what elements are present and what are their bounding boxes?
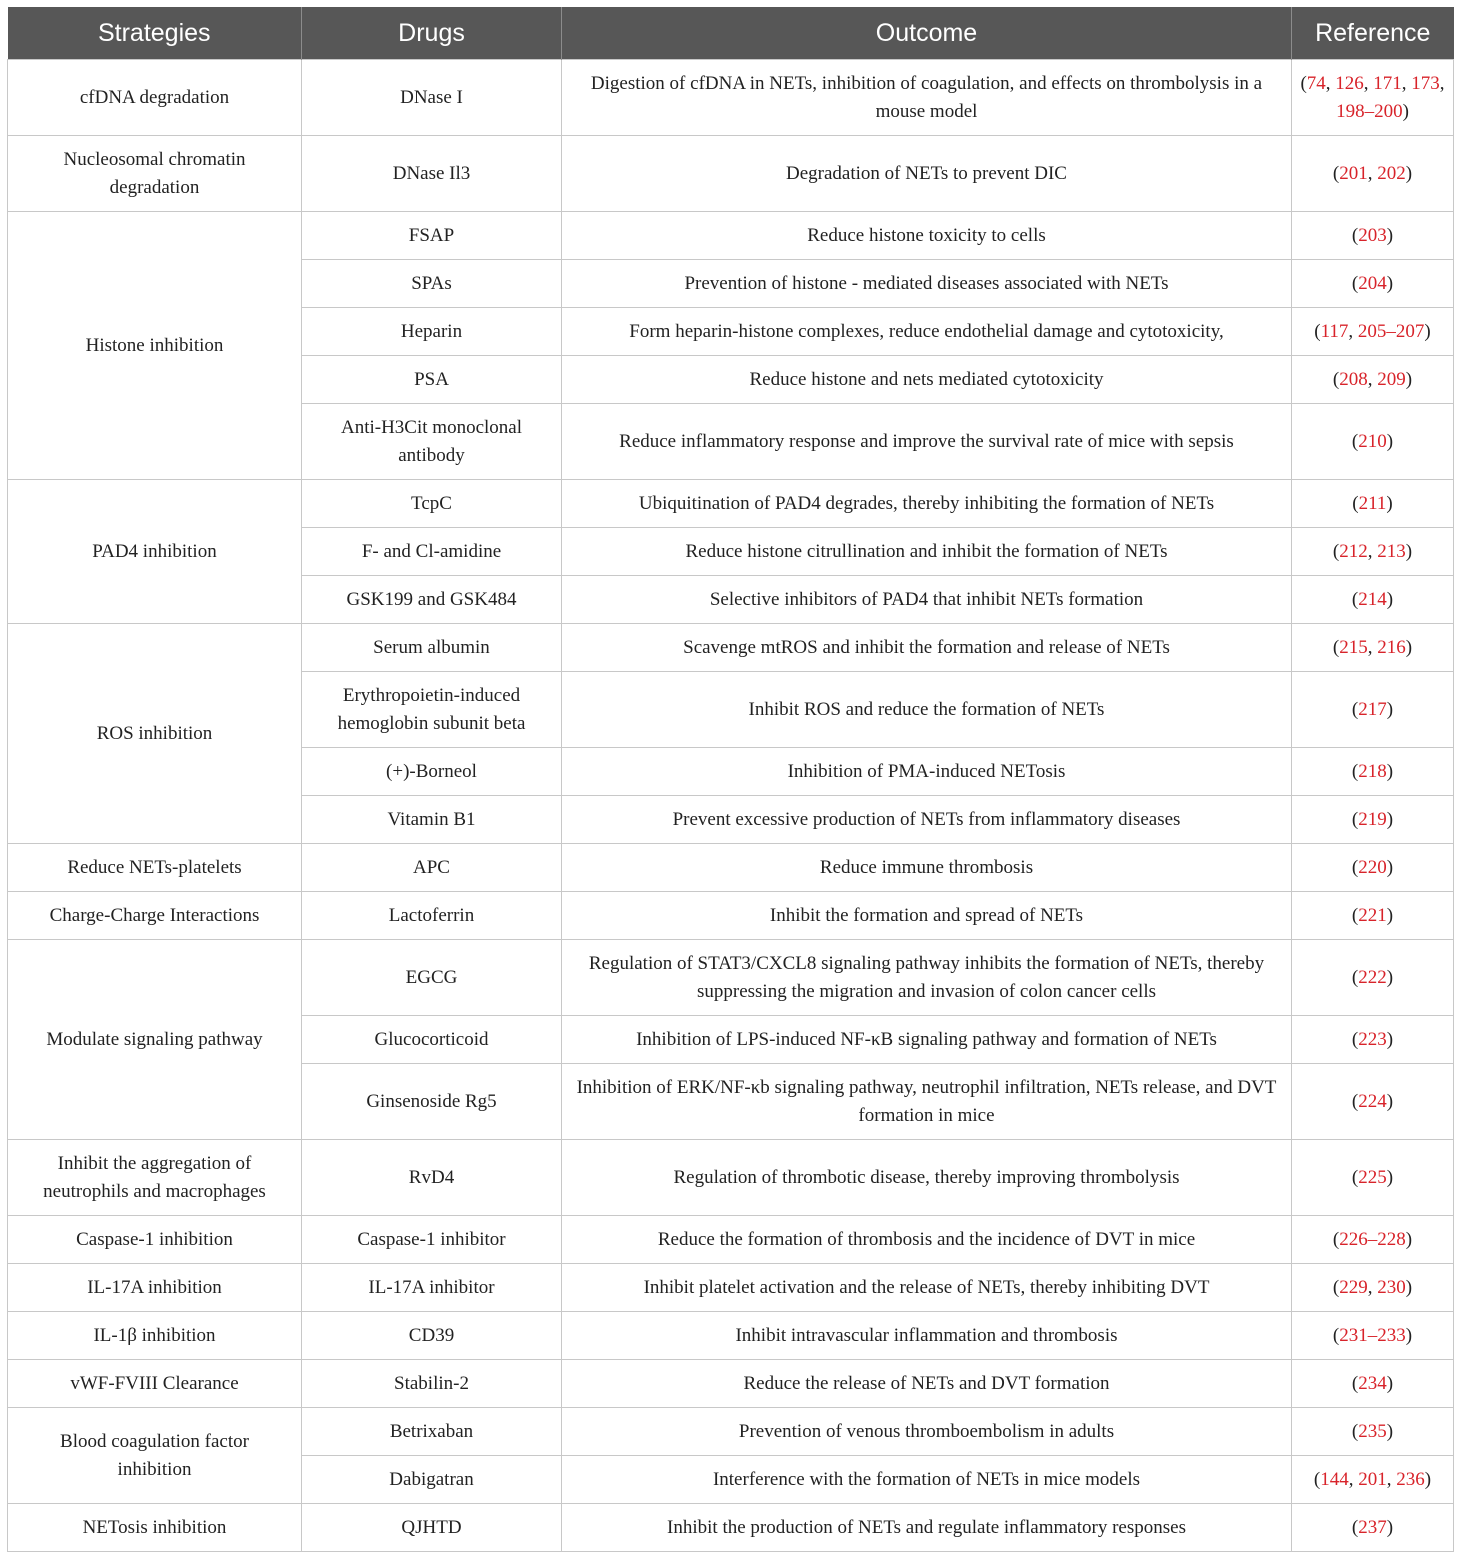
outcome-cell: Prevent excessive production of NETs from inflammatory diseases [562,796,1292,844]
reference-link[interactable]: 235 [1358,1420,1387,1442]
outcome-cell: Inhibit the production of NETs and regulate inflammatory responses [562,1504,1292,1552]
strategy-cell: vWF-FVIII Clearance [8,1360,302,1408]
reference-cell: (117, 205–207) [1292,308,1454,356]
reference-cell: (235) [1292,1408,1454,1456]
reference-link[interactable]: 201 [1339,162,1368,184]
reference-link[interactable]: 213 [1377,540,1406,562]
reference-cell: (212, 213) [1292,528,1454,576]
drug-cell: DNase I [302,60,562,136]
drug-cell: Lactoferrin [302,892,562,940]
reference-cell: (222) [1292,940,1454,1016]
reference-link[interactable]: 215 [1339,636,1368,658]
outcome-cell: Inhibit platelet activation and the release of NETs, thereby inhibiting DVT [562,1264,1292,1312]
reference-link[interactable]: 208 [1339,368,1368,390]
reference-link[interactable]: 198–200 [1336,100,1403,122]
outcome-cell: Ubiquitination of PAD4 degrades, thereby inhibiting the formation of NETs [562,480,1292,528]
header-strategies: Strategies [8,7,302,60]
drug-cell: Anti-H3Cit monoclonal antibody [302,404,562,480]
drug-cell: GSK199 and GSK484 [302,576,562,624]
reference-link[interactable]: 209 [1377,368,1406,390]
reference-link[interactable]: 214 [1358,588,1387,610]
drug-cell: Caspase-1 inhibitor [302,1216,562,1264]
table-row [8,212,1454,260]
reference-link[interactable]: 230 [1377,1276,1406,1298]
reference-link[interactable]: 205–207 [1357,320,1425,342]
reference-link[interactable]: 144 [1320,1468,1349,1490]
reference-link[interactable]: 236 [1396,1468,1425,1490]
table-row [8,844,1454,892]
header-outcome: Outcome [562,7,1292,60]
drug-cell: FSAP [302,212,562,260]
reference-link[interactable]: 216 [1377,636,1406,658]
reference-link[interactable]: 203 [1358,224,1387,246]
reference-link[interactable]: 202 [1377,162,1406,184]
reference-cell: (219) [1292,796,1454,844]
strategy-cell: Modulate signaling pathway [8,940,302,1140]
reference-link[interactable]: 204 [1358,272,1387,294]
drug-cell: Ginsenoside Rg5 [302,1064,562,1140]
strategy-cell: PAD4 inhibition [8,480,302,624]
reference-link[interactable]: 226–228 [1339,1228,1406,1250]
table-row [8,60,1454,136]
drug-cell: TcpC [302,480,562,528]
reference-cell: (201, 202) [1292,136,1454,212]
table-header-row [8,7,1454,60]
strategy-cell: Caspase-1 inhibition [8,1216,302,1264]
drug-cell: Erythropoietin-induced hemoglobin subunit beta [302,672,562,748]
drug-cell: Serum albumin [302,624,562,672]
table-row [8,940,1454,1016]
reference-link[interactable]: 171 [1373,72,1402,94]
outcome-cell: Form heparin-histone complexes, reduce endothelial damage and cytotoxicity, [562,308,1292,356]
reference-link[interactable]: 173 [1411,72,1440,94]
reference-link[interactable]: 217 [1358,698,1387,720]
drug-cell: EGCG [302,940,562,1016]
reference-cell: (211) [1292,480,1454,528]
reference-cell: (223) [1292,1016,1454,1064]
table-body [8,60,1454,1552]
drug-cell: F- and Cl-amidine [302,528,562,576]
table-row [8,1504,1454,1552]
reference-link[interactable]: 117 [1320,320,1349,342]
reference-cell: (217) [1292,672,1454,748]
drug-cell: CD39 [302,1312,562,1360]
reference-cell: (144, 201, 236) [1292,1456,1454,1504]
drug-cell: Glucocorticoid [302,1016,562,1064]
drug-cell: Stabilin-2 [302,1360,562,1408]
strategy-cell: ROS inhibition [8,624,302,844]
drug-cell: PSA [302,356,562,404]
outcome-cell: Reduce the formation of thrombosis and the incidence of DVT in mice [562,1216,1292,1264]
header-reference: Reference [1292,7,1454,60]
outcome-cell: Inhibition of ERK/NF-κb signaling pathway, neutrophil infiltration, NETs release, and DVT formation in mice [562,1064,1292,1140]
reference-link[interactable]: 225 [1358,1166,1387,1188]
drug-cell: Vitamin B1 [302,796,562,844]
reference-link[interactable]: 231–233 [1339,1324,1406,1346]
drug-cell: QJHTD [302,1504,562,1552]
reference-link[interactable]: 222 [1358,966,1387,988]
reference-cell: (225) [1292,1140,1454,1216]
reference-cell: (214) [1292,576,1454,624]
reference-cell: (226–228) [1292,1216,1454,1264]
outcome-cell: Inhibition of PMA-induced NETosis [562,748,1292,796]
drug-cell: Dabigatran [302,1456,562,1504]
reference-cell: (224) [1292,1064,1454,1140]
reference-link[interactable]: 218 [1358,760,1387,782]
reference-cell: (210) [1292,404,1454,480]
reference-cell: (218) [1292,748,1454,796]
drug-cell: APC [302,844,562,892]
outcome-cell: Inhibit the formation and spread of NETs [562,892,1292,940]
strategy-cell: Charge-Charge Interactions [8,892,302,940]
strategies-table [7,7,1454,1552]
outcome-cell: Digestion of cfDNA in NETs, inhibition of coagulation, and effects on thrombolysis in a mouse model [562,60,1292,136]
drug-cell: Heparin [302,308,562,356]
reference-cell: (208, 209) [1292,356,1454,404]
reference-cell: (221) [1292,892,1454,940]
table-row [8,480,1454,528]
drug-cell: RvD4 [302,1140,562,1216]
outcome-cell: Regulation of thrombotic disease, thereby improving thrombolysis [562,1140,1292,1216]
outcome-cell: Reduce histone toxicity to cells [562,212,1292,260]
reference-link[interactable]: 229 [1339,1276,1368,1298]
outcome-cell: Interference with the formation of NETs in mice models [562,1456,1292,1504]
reference-link[interactable]: 126 [1335,72,1364,94]
reference-cell: (237) [1292,1504,1454,1552]
table-row [8,892,1454,940]
outcome-cell: Reduce histone citrullination and inhibit the formation of NETs [562,528,1292,576]
outcome-cell: Prevention of venous thromboembolism in adults [562,1408,1292,1456]
outcome-cell: Reduce immune thrombosis [562,844,1292,892]
outcome-cell: Inhibit ROS and reduce the formation of NETs [562,672,1292,748]
reference-cell: (74, 126, 171, 173, 198–200) [1292,60,1454,136]
strategy-cell: Inhibit the aggregation of neutrophils and macrophages [8,1140,302,1216]
outcome-cell: Inhibition of LPS-induced NF-κB signaling pathway and formation of NETs [562,1016,1292,1064]
reference-link[interactable]: 237 [1358,1516,1387,1538]
reference-link[interactable]: 201 [1358,1468,1387,1490]
strategy-cell: Reduce NETs-platelets [8,844,302,892]
outcome-cell: Scavenge mtROS and inhibit the formation and release of NETs [562,624,1292,672]
table-row [8,1360,1454,1408]
reference-link[interactable]: 74 [1306,72,1326,94]
reference-cell: (215, 216) [1292,624,1454,672]
strategy-cell: IL-1β inhibition [8,1312,302,1360]
table-row [8,1216,1454,1264]
table-row [8,1140,1454,1216]
drug-cell: SPAs [302,260,562,308]
reference-link[interactable]: 211 [1358,492,1387,514]
drug-cell: (+)-Borneol [302,748,562,796]
reference-link[interactable]: 221 [1358,904,1387,926]
reference-cell: (203) [1292,212,1454,260]
reference-link[interactable]: 234 [1358,1372,1387,1394]
table-row [8,1408,1454,1456]
outcome-cell: Reduce inflammatory response and improve the survival rate of mice with sepsis [562,404,1292,480]
strategy-cell: Blood coagulation factor inhibition [8,1408,302,1504]
reference-cell: (234) [1292,1360,1454,1408]
reference-link[interactable]: 223 [1358,1028,1387,1050]
reference-link[interactable]: 224 [1358,1090,1387,1112]
table-row [8,136,1454,212]
reference-link[interactable]: 212 [1339,540,1368,562]
strategy-cell: NETosis inhibition [8,1504,302,1552]
drug-cell: Betrixaban [302,1408,562,1456]
header-drugs: Drugs [302,7,562,60]
reference-link[interactable]: 220 [1358,856,1387,878]
drug-cell: IL-17A inhibitor [302,1264,562,1312]
outcome-cell: Regulation of STAT3/CXCL8 signaling pathway inhibits the formation of NETs, thereby suppressing the migration and invasion of colon cancer cells [562,940,1292,1016]
drug-cell: DNase Il3 [302,136,562,212]
outcome-cell: Degradation of NETs to prevent DIC [562,136,1292,212]
strategy-cell: Nucleosomal chromatin degradation [8,136,302,212]
outcome-cell: Prevention of histone - mediated diseases associated with NETs [562,260,1292,308]
strategy-cell: cfDNA degradation [8,60,302,136]
outcome-cell: Inhibit intravascular inflammation and thrombosis [562,1312,1292,1360]
reference-cell: (229, 230) [1292,1264,1454,1312]
reference-link[interactable]: 210 [1358,430,1387,452]
reference-cell: (220) [1292,844,1454,892]
outcome-cell: Reduce the release of NETs and DVT formation [562,1360,1292,1408]
table-row [8,624,1454,672]
reference-link[interactable]: 219 [1358,808,1387,830]
reference-cell: (204) [1292,260,1454,308]
strategy-cell: IL-17A inhibition [8,1264,302,1312]
table-row [8,1312,1454,1360]
outcome-cell: Reduce histone and nets mediated cytotoxicity [562,356,1292,404]
strategies-table-container [7,7,1454,1552]
table-row [8,1264,1454,1312]
outcome-cell: Selective inhibitors of PAD4 that inhibit NETs formation [562,576,1292,624]
strategy-cell: Histone inhibition [8,212,302,480]
reference-cell: (231–233) [1292,1312,1454,1360]
